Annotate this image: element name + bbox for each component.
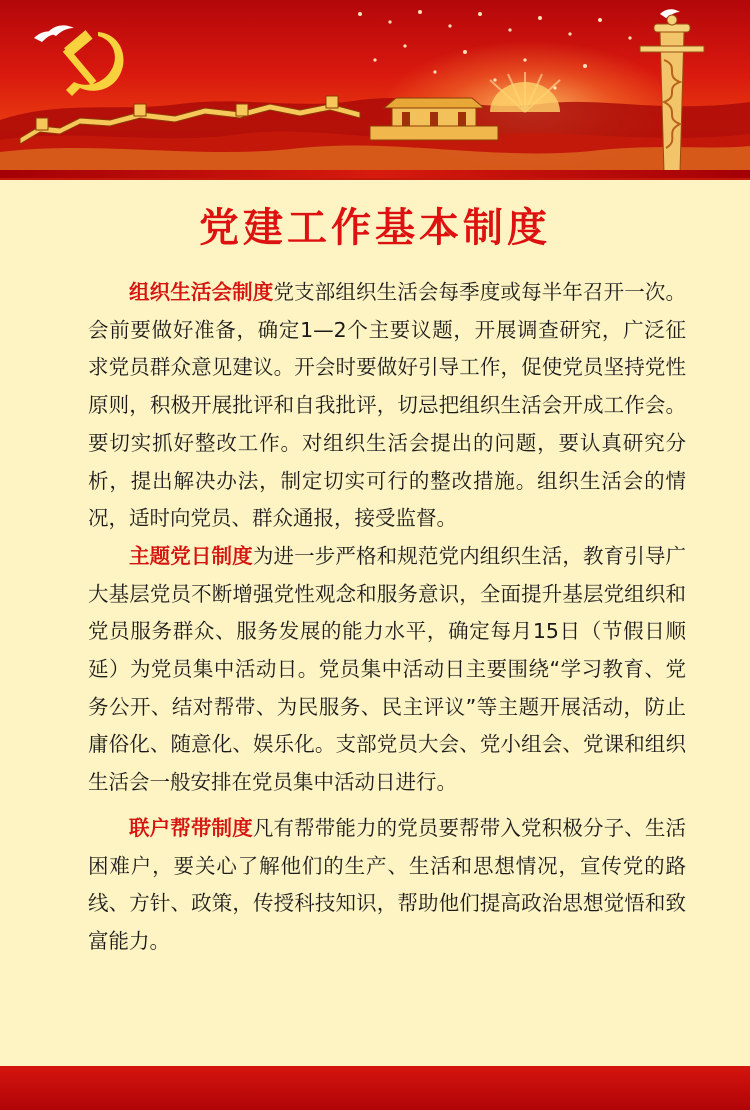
section-text: 凡有帮带能力的党员要帮带入党积极分子、生活困难户，要关心了解他们的生产、生活和思想情况，宣传党的路线、方针、政策，传授科技知识，帮助他们提高政治思想觉悟和致富能力。 [88, 815, 687, 953]
section-text: 为进一步严格和规范党内组织生活，教育引导广大基层党员不断增强党性观念和服务意识，全面提升基层党组织和党员服务群众、服务发展的能力水平，确定每月15日（节假日顺延）为党员集中活动日。党员集中活动日主要围绕“学习教育、党务公开、结对帮带、为民服务、民主评议”等主题开展活动，防止庸俗化、随意化、娱乐化。支部党员大会、党小组会、党课和组织生活会一般安排在党员集中活动日进行。 [88, 543, 687, 795]
banner-art [0, 0, 750, 180]
section-heading: 组织生活会制度 [129, 280, 274, 304]
section-text: 党支部组织生活会每季度或每半年召开一次。会前要做好准备，确定1—2个主要议题，开展调查研究，广泛征求党员群众意见建议。开会时要做好引导工作，促使党员坚持党性原则，积极开展批评和自我批评，切忌把组织生活会开成工作会。要切实抓好整改工作。对组织生活会提出的问题，要认真研究分析，提出解决办法，制定切实可行的整改措施。组织生活会的情况，适时向党员、群众通报，接受监督。 [88, 280, 687, 531]
section-paragraph [88, 538, 686, 802]
header-banner [0, 0, 750, 180]
banner-border [0, 170, 750, 178]
hammer-sickle-icon [63, 30, 124, 96]
document-body [88, 274, 686, 961]
section-heading: 联户帮带制度 [129, 815, 253, 840]
page-title: 党建工作基本制度 [199, 205, 551, 251]
footer-band [0, 1066, 750, 1110]
dove-icon [34, 9, 680, 42]
section-paragraph [88, 274, 686, 538]
section-paragraph [88, 810, 686, 961]
section-heading: 主题党日制度 [129, 543, 253, 568]
